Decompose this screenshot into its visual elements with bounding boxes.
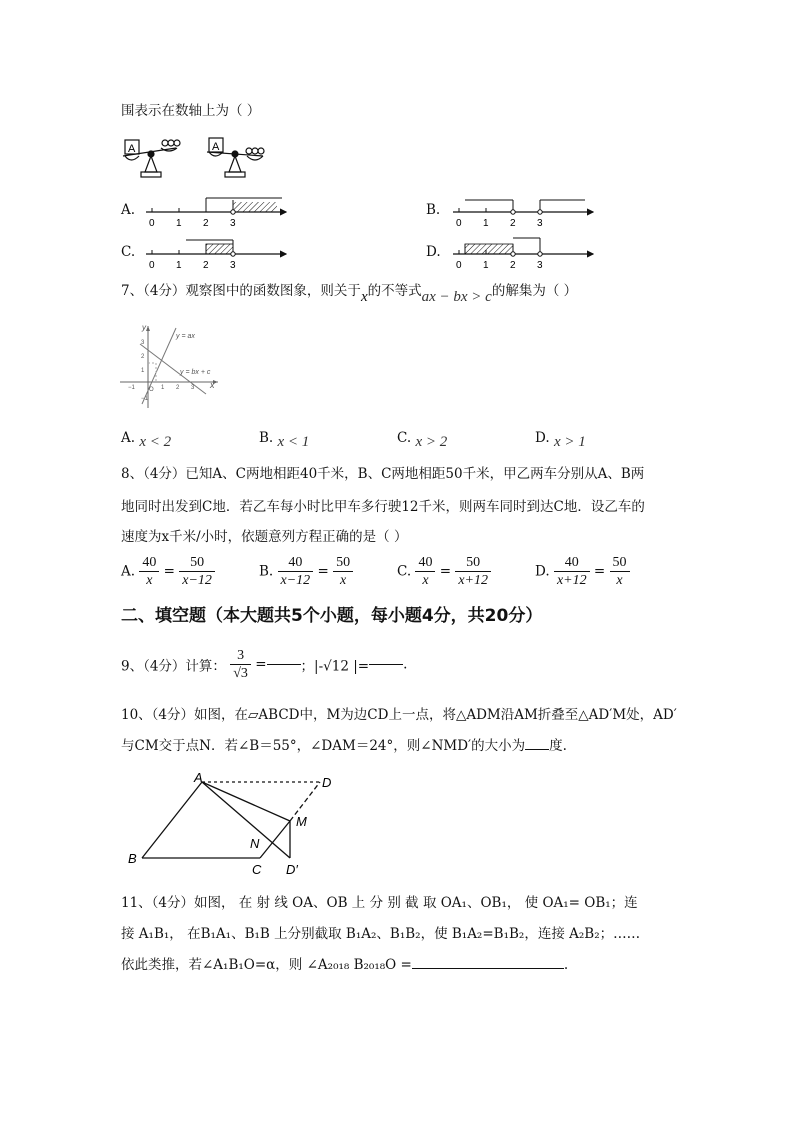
numerator: 50 — [179, 554, 215, 572]
denominator: √3 — [233, 666, 248, 681]
point-b: B — [128, 851, 137, 866]
tick-0: 0 — [456, 260, 462, 271]
denominator: x−12 — [280, 573, 311, 588]
q7-option-b[interactable] — [259, 428, 309, 448]
tick-1: 1 — [483, 218, 489, 229]
graph-tick-y-neg1: −1 — [141, 396, 148, 402]
q8-line1: 8、（4分）已知A、C两地相距40千米，B、C两地相距50千米，甲乙两车分别从A、B两 — [121, 466, 645, 482]
tick-1: 1 — [176, 218, 182, 229]
option-expr: x < 2 — [139, 434, 172, 450]
fraction — [230, 647, 251, 682]
tick-3: 3 — [537, 260, 543, 271]
denominator: x+12 — [458, 573, 489, 588]
q7-function-graph — [118, 320, 228, 410]
denominator: x — [339, 573, 347, 588]
graph-axis-y: y — [142, 323, 146, 332]
q9-end: . — [403, 656, 408, 673]
q7-inequality: ax − bx > c — [421, 289, 492, 305]
q7-stem-c: 的解集为（ ） — [491, 283, 578, 299]
q10-line2-end: 度. — [549, 738, 567, 754]
fraction — [610, 554, 630, 589]
q6-option-d[interactable]: D. — [426, 244, 441, 260]
q6-balance-figures — [121, 134, 281, 184]
numerator: 50 — [333, 554, 353, 572]
numerator: 40 — [278, 554, 314, 572]
q10-line1: 10、（4分）如图，在▱ABCD中，M为边CD上一点，将△ADM沿AM折叠至△AD′M处，AD′ — [121, 707, 677, 723]
tick-2: 2 — [203, 218, 209, 229]
tick-1: 1 — [483, 260, 489, 271]
q10-line2 — [121, 736, 567, 756]
option-label: A. — [121, 563, 136, 580]
option-label: C. — [397, 430, 412, 446]
graph-tick-y-2: 2 — [141, 354, 145, 360]
q10-line2-text: 与CM交于点N．若∠B＝55°，∠DAM＝24°，则∠NMD′的大小为 — [121, 738, 526, 754]
q6-option-a[interactable]: A. — [121, 202, 136, 218]
option-label: B. — [259, 430, 274, 446]
number-line-d — [447, 232, 607, 272]
graph-tick-x-1: 1 — [161, 385, 165, 391]
q6-option-b[interactable]: B. — [426, 202, 441, 218]
graph-label-line1: y = ax — [176, 333, 195, 340]
option-expr: x < 1 — [277, 434, 310, 450]
option-label: B. — [259, 563, 274, 580]
q11-line1: 11、（4分）如图， 在 射 线 OA、OB 上 分 别 截 取 OA₁、OB₁， 使 OA₁= OB₁；连 — [121, 895, 638, 911]
numerator: 50 — [455, 554, 491, 572]
tick-3: 3 — [537, 218, 543, 229]
q6-option-c[interactable]: C. — [121, 244, 136, 260]
graph-tick-y-1: 1 — [141, 368, 145, 374]
section-title: 二、填空题（本大题共5个小题，每小题4分，共20分） — [121, 606, 543, 626]
graph-tick-x-3: 3 — [191, 385, 195, 391]
number-line-b — [447, 190, 607, 230]
denominator: x+12 — [556, 573, 587, 588]
q9-answer-blank-1[interactable] — [267, 664, 301, 665]
fraction — [415, 554, 435, 589]
q8-option-b[interactable]: B. $\frac{40}{x-12}$ = $\frac{50}{x}$ — [259, 554, 353, 589]
option-label: D. — [535, 430, 550, 446]
q9-equals: = — [255, 656, 267, 673]
tick-3: 3 — [230, 260, 236, 271]
q9-separator: ；|-√12 |= — [300, 658, 370, 675]
fraction — [333, 554, 353, 589]
q8-option-a[interactable]: A. $\frac{40}{x}$ = $\frac{50}{x-12}$ — [121, 554, 215, 589]
point-d-prime: D′ — [286, 862, 298, 877]
q7-option-d[interactable] — [535, 428, 586, 448]
number-line-c — [140, 232, 300, 272]
option-expr: x > 1 — [553, 434, 586, 450]
option-label: D. — [535, 563, 550, 580]
balance-label-2: A — [212, 141, 220, 153]
q9 — [121, 647, 407, 682]
q7-var-x: x — [360, 289, 368, 305]
tick-2: 2 — [510, 218, 516, 229]
q10-parallelogram-figure — [126, 768, 346, 878]
option-label: A. — [121, 430, 136, 446]
tick-1: 1 — [176, 260, 182, 271]
q7-stem-a: 7、（4分）观察图中的函数图象，则关于 — [121, 283, 361, 299]
point-a: A — [194, 770, 203, 785]
numerator: 40 — [139, 554, 159, 572]
option-expr: x > 2 — [415, 434, 448, 450]
point-m: M — [296, 814, 307, 829]
q11-line2: 接 A₁B₁， 在B₁A₁、B₁B 上分别截取 B₁A₂、B₁B₂，使 B₁A₂=B₁B₂，连接 A₂B₂；…… — [121, 926, 641, 942]
graph-tick-x-2: 2 — [176, 385, 180, 391]
q8-option-d[interactable]: D. $\frac{40}{x+12}$ = $\frac{50}{x}$ — [535, 554, 630, 589]
balance-label-1: A — [128, 143, 136, 155]
denominator: x−12 — [182, 573, 212, 588]
q8-option-c[interactable]: C. $\frac{40}{x}$ = $\frac{50}{x+12}$ — [397, 554, 491, 589]
q7-option-c[interactable] — [397, 428, 447, 448]
tick-0: 0 — [149, 260, 155, 271]
fraction — [179, 554, 215, 589]
fraction — [455, 554, 491, 589]
denominator: x — [616, 573, 623, 588]
number-line-a — [140, 190, 300, 230]
numerator: 40 — [554, 554, 590, 572]
q7-stem — [121, 281, 578, 305]
tick-2: 2 — [203, 260, 209, 271]
denominator: x — [146, 573, 153, 588]
graph-tick-x-neg1: −1 — [128, 385, 135, 391]
point-n: N — [250, 836, 260, 851]
graph-axis-x: x — [210, 380, 215, 390]
q11-line3-text: 依此类推，若∠A₁B₁O=α，则 ∠A₂₀₁₈ B₂₀₁₈O = — [121, 957, 412, 973]
fraction — [139, 554, 159, 589]
q11-line3-end: . — [563, 957, 569, 973]
q8-line2: 地同时出发到C地．若乙车每小时比甲车多行驶12千米，则两车同时到达C地．设乙车的 — [121, 499, 645, 515]
tick-2: 2 — [510, 260, 516, 271]
q10-answer-blank[interactable] — [525, 749, 549, 750]
graph-origin: O — [149, 387, 154, 393]
fraction — [554, 554, 590, 589]
graph-label-line2: y = bx + c — [180, 369, 211, 376]
q11-answer-blank[interactable] — [412, 968, 564, 969]
option-label: C. — [397, 563, 412, 580]
tick-0: 0 — [456, 218, 462, 229]
q11-line3 — [121, 955, 568, 975]
numerator: 50 — [610, 554, 630, 572]
numerator: 40 — [415, 554, 435, 572]
point-d: D — [322, 775, 332, 790]
q7-stem-b: 的不等式 — [367, 283, 422, 299]
q7-option-a[interactable] — [121, 428, 171, 448]
q8-line3: 速度为x千米/小时，依题意列方程正确的是（ ） — [121, 529, 408, 545]
point-c: C — [252, 862, 262, 877]
q9-answer-blank-2[interactable] — [369, 664, 403, 665]
q6-intro: 围表示在数轴上为（ ） — [121, 103, 261, 119]
graph-tick-y-3: 3 — [141, 340, 145, 346]
fraction — [278, 554, 314, 589]
tick-3: 3 — [230, 218, 236, 229]
numerator: 3 — [230, 647, 251, 665]
q9-prefix: 9、（4分）计算： — [121, 658, 226, 675]
denominator: x — [422, 573, 429, 588]
tick-0: 0 — [149, 218, 155, 229]
